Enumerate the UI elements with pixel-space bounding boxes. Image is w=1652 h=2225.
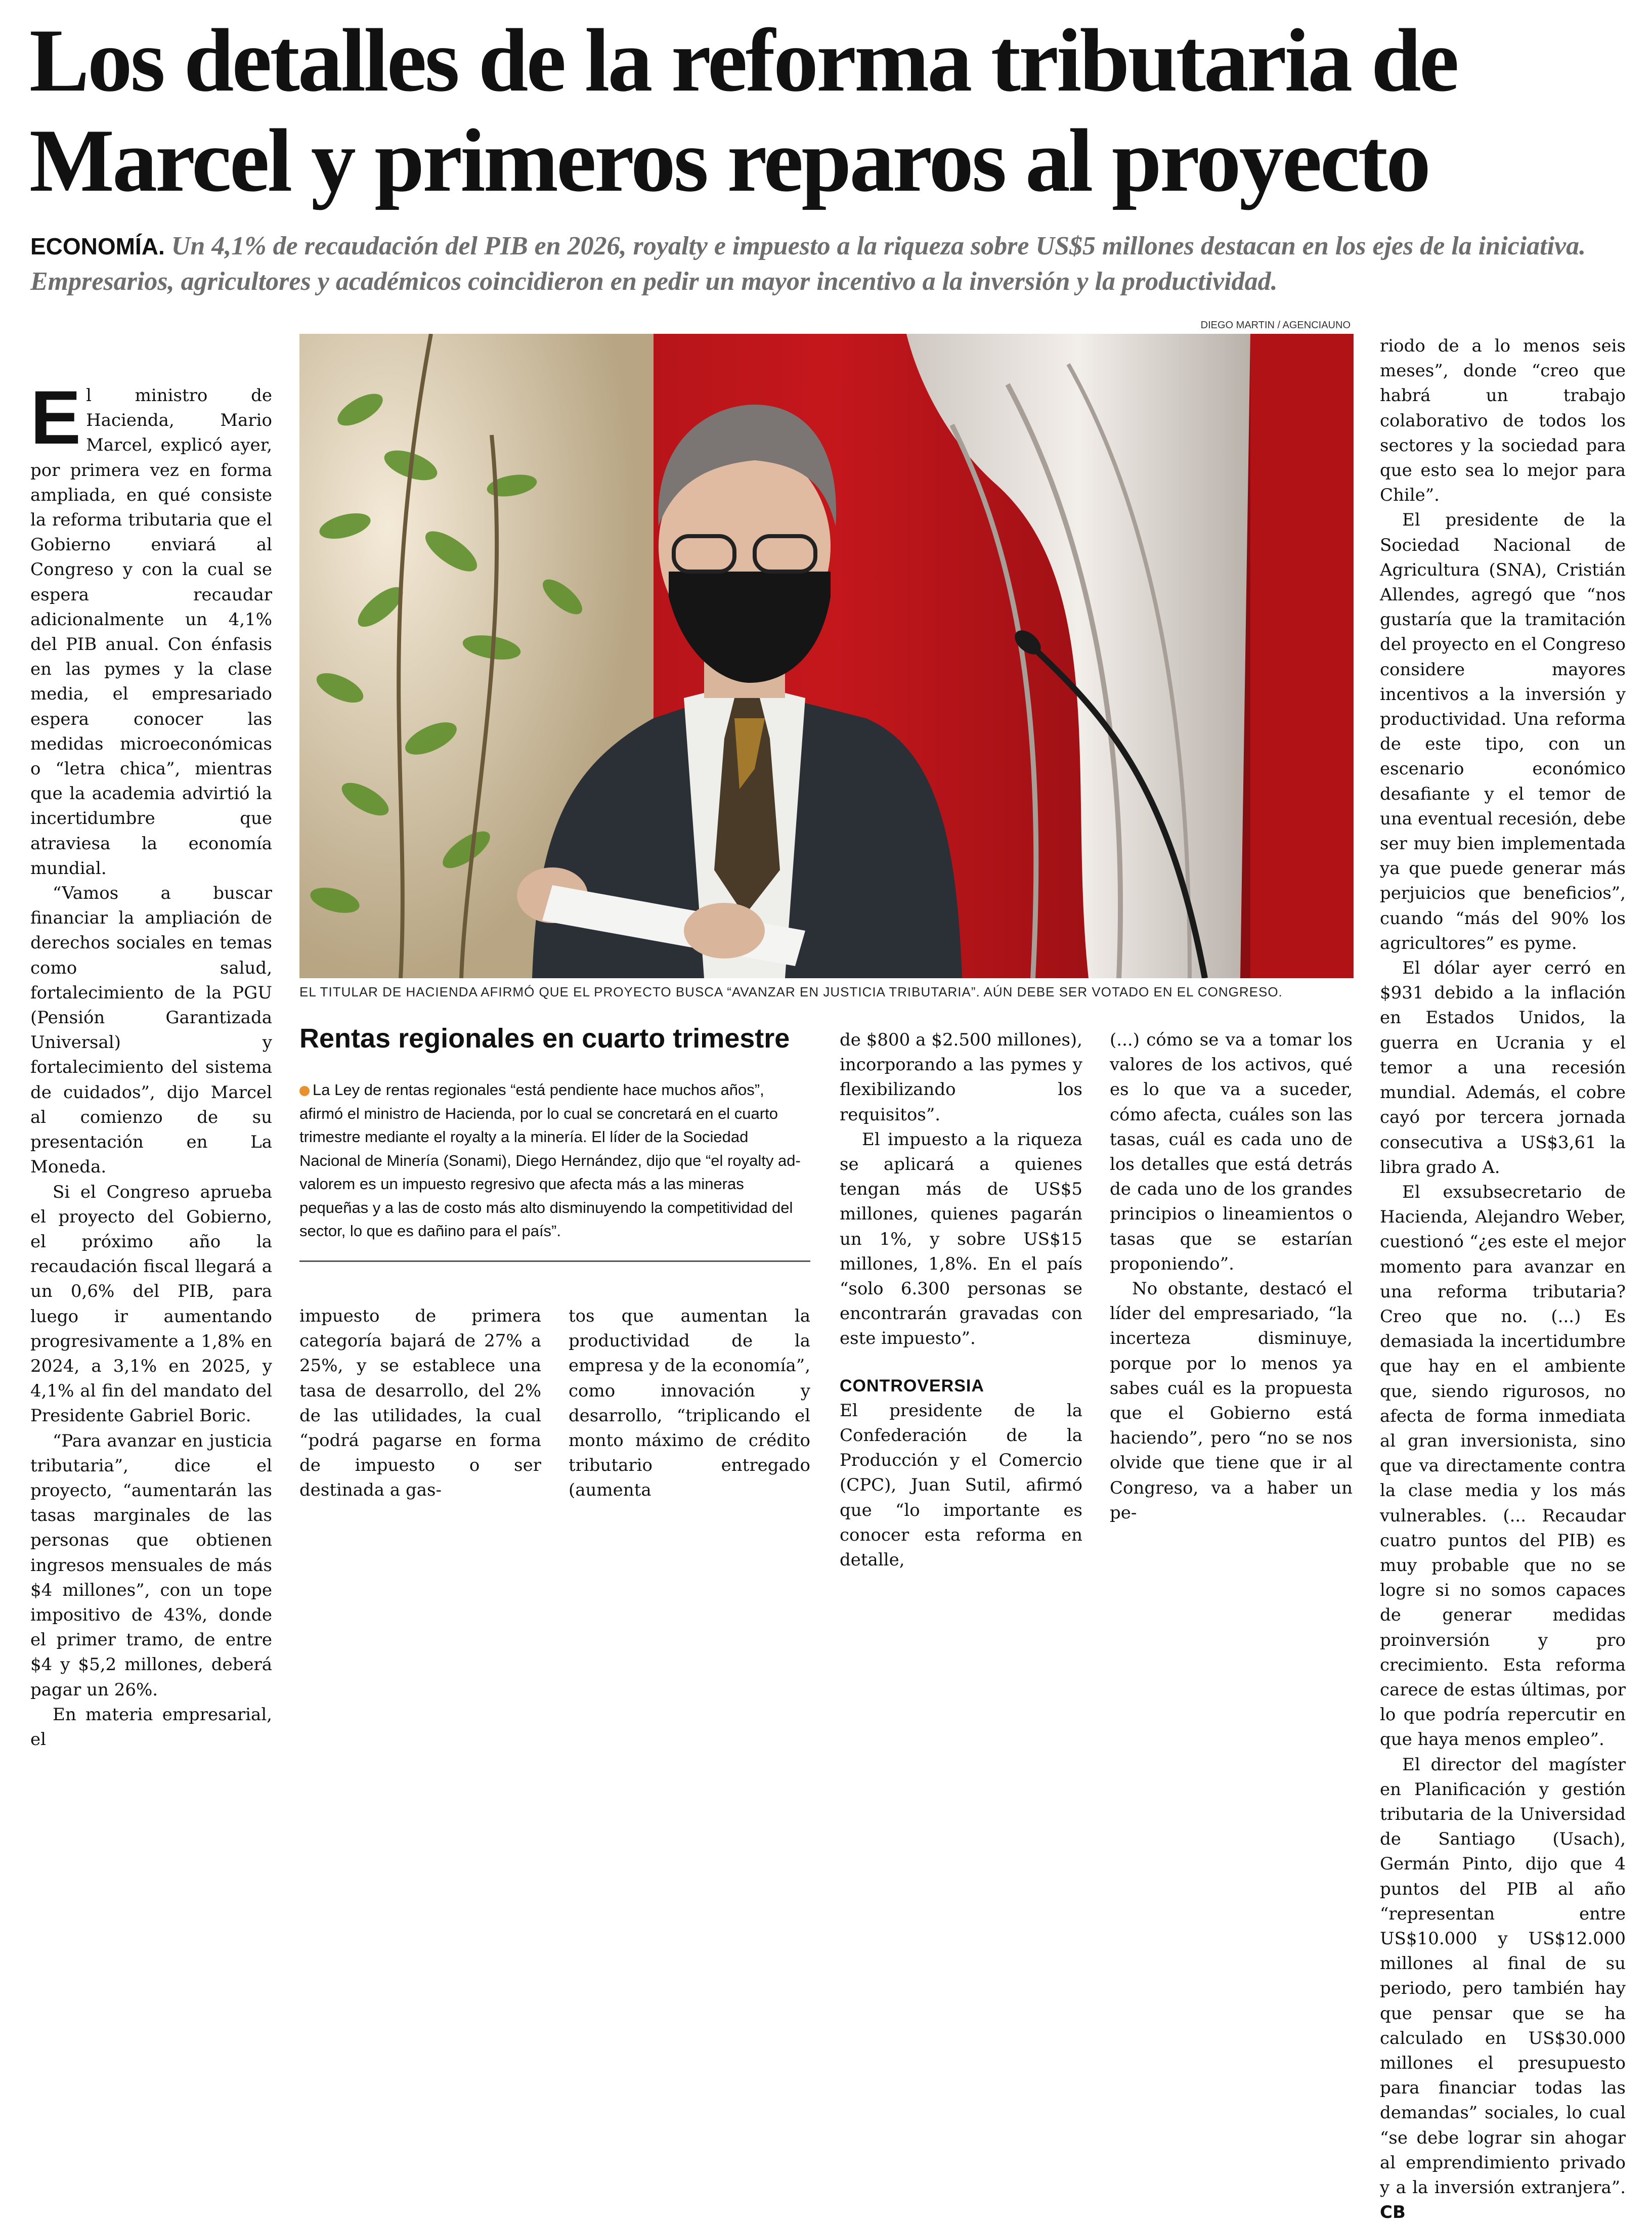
sidebar-box (299, 1078, 810, 1243)
article-column-4 (840, 1028, 1082, 1573)
article-column-6 (1380, 334, 1626, 2225)
paragraph: El presidente de la Confederación de la Producción y el Comercio (CPC), Juan Sutil, afirmó que “lo importante es conocer esta reforma en detalle, (840, 1400, 1082, 1570)
article-photo (299, 334, 1354, 978)
article-column-3 (569, 1304, 810, 1503)
paragraph: El director del magíster en Planificación y gestión tributaria de la Universidad de Santiago (Usach), Germán Pinto, dijo que 4 puntos del PIB al año “representan entre US$10.000 y US$12.000 millones al final de su periodo, pero también hay que pensar que se ha calculado en US$30.000 millones el presupuesto para financiar todas las demandas” sociales, lo cual “se debe lograr sin ahogar al emprendimiento privado y a la inversión extranjera”. CB (1380, 1754, 1626, 2223)
paragraph: “Vamos a buscar financiar la ampliación de derechos sociales en temas como salud, fortalecimiento de la PGU (Pensión Garantizada Universal) y fortalecimiento del sistema de cuidados”, dijo Marcel al comienzo de su presentación en La Moneda. (30, 883, 272, 1177)
paragraph: No obstante, destacó el líder del empresariado, “la incerteza disminuye, porque por lo menos ya sabes cuál es la propuesta que el Gobierno está haciendo”, pero “no se nos olvide que tiene que ir al Congreso, va a haber un pe- (1110, 1279, 1353, 1523)
paragraph: riodo de a lo menos seis meses”, donde “creo que habrá un trabajo colaborativo de todos los sectores y la sociedad para que esto sea lo mejor para Chile”. (1380, 336, 1626, 506)
paragraph: El ministro de Hacienda, Mario Marcel, explicó ayer, por primera vez en forma ampliada, en qué consiste la reforma tributaria que el Gobierno enviará al Congreso y con la cual se espera recaudar adicionalmente un 4,1% del PIB anual. Con énfasis en las pymes y la clase media, el empresariado espera conocer las medidas microeconómicas o “letra chica”, mientras que la academia advirtió la incertidumbre que atraviesa la economía mundial. (30, 375, 272, 879)
deck (30, 229, 1629, 299)
paragraph: “Para avanzar en justicia tributaria”, dice el proyecto, “aumentarán las tasas marginales de las personas que obtienen ingresos mensuales de más $4 millones”, con un tope impositivo de 43%, donde el primer tramo, de entre $4 y $5,2 millones, deberá pagar un 26%. (30, 1430, 272, 1700)
sidebar-divider (299, 1260, 810, 1262)
bullet-icon (299, 1086, 310, 1096)
deck-text: Un 4,1% de recaudación del PIB en 2026, royalty e impuesto a la riqueza sobre US$5 millones destacan en los ejes de la iniciativa. Empresarios, agricultores y académicos coincidieron en pedir un mayor incentivo a la inversión y la productividad. (30, 232, 1586, 296)
paragraph: Si el Congreso aprueba el proyecto del Gobierno, el próximo año la recaudación fiscal llegará a un 0,6% del PIB, para luego ir aumentando progresivamente a 1,8% en 2024, a 3,1% en 2025, y 4,1% al fin del mandato del Presidente Gabriel Boric. (30, 1182, 272, 1426)
paragraph: de $800 a $2.500 millones), incorporando a las pymes y flexibilizando los requisitos”. (840, 1030, 1082, 1125)
article-column-1 (30, 375, 272, 1752)
article-column-2 (299, 1304, 541, 1503)
section-label: ECONOMÍA. (30, 233, 165, 259)
end-mark: CB (1380, 2202, 1406, 2223)
photo-illustration (299, 334, 1354, 978)
article-column-5 (1110, 1028, 1353, 1525)
paragraph: El presidente de la Sociedad Nacional de Agricultura (SNA), Cristián Allendes, agregó que “nos gustaría que la tramitación del proyecto en el Congreso considere mayores incentivos a la inversión y productividad. Una reforma de este tipo, con un escenario económico desafiante y el temor de una eventual recesión, debe ser muy bien implementada ya que puede generar más perjuicios que beneficios”, cuando “más del 90% los agricultores” es pyme. (1380, 510, 1626, 953)
paragraph: En materia empresarial, el (30, 1704, 272, 1750)
paragraph: (...) cómo se va a tomar los valores de los activos, qué es lo que va a suceder, cómo afecta, cuáles son las tasas, cuál es cada uno de los detalles que está detrás de cada uno de los grandes principios o lineamientos o tasas que se estarían proponiendo”. (1110, 1030, 1353, 1274)
photo-credit: DIEGO MARTIN / AGENCIAUNO (1200, 320, 1351, 331)
paragraph: El impuesto a la riqueza se aplicará a quienes tengan más de US$5 millones, quienes pagarán un 1%, y sobre US$15 millones, 1,8%. En el país “solo 6.300 personas se encontrarán gravadas con este impuesto”. (840, 1129, 1082, 1349)
sidebar-title: Rentas regionales en cuarto trimestre (299, 1023, 790, 1054)
paragraph: El dólar ayer cerró en $931 debido a la inflación en Estados Unidos, la guerra en Ucrania y el temor a una recesión mundial. Además, el cobre cayó por tercera jornada consecutiva a US$3,61 la libra grado A. (1380, 958, 1626, 1177)
photo-caption: EL TITULAR DE HACIENDA AFIRMÓ QUE EL PROYECTO BUSCA “AVANZAR EN JUSTICIA TRIBUTARIA”. AÚN DEBE SER VOTADO EN EL CONGRESO. (299, 984, 1283, 999)
paragraph: El exsubsecretario de Hacienda, Alejandro Weber, cuestionó “¿es este el mejor momento para avanzar en una reforma tributaria? Creo que no. (...) Es demasiada la incertidumbre que hay en el ambiente que, siendo rigurosos, no afecta de forma inmediata al gran inversionista, sino que va directamente contra la clase media y los más vulnerables. (... Recaudar cuatro puntos del PIB) es muy probable que no se logre si no somos capaces de generar medidas proinversión y pro crecimiento. Esta reforma carece de estas últimas, por lo que podría repercutir en que haya menos empleo”. (1380, 1182, 1626, 1750)
paragraph: impuesto de primera categoría bajará de 27% a 25%, y se establece una tasa de desarrollo, del 2% de las utilidades, la cual “podrá pagarse en forma de impuesto o ser destinada a gas- (299, 1306, 541, 1501)
drop-cap: E (30, 375, 81, 460)
sidebar-text: La Ley de rentas regionales “está pendiente hace muchos años”, afirmó el ministro de Hacienda, por lo cual se concretará en el cuarto trimestre mediante el royalty a la minería. El líder de la Sociedad Nacional de Minería (Sonami), Diego Hernández, dijo que “el royalty ad-valorem es un impuesto regresivo que afecta más a las mineras pequeñas y a las de costo más alto disminuyendo la competitividad del sector, lo que es dañino para el país”. (299, 1081, 801, 1240)
section-kicker: CONTROVERSIA (840, 1376, 984, 1395)
headline: Los detalles de la reforma tributaria de Marcel y primeros reparos al proyecto (29, 10, 1457, 210)
paragraph: tos que aumentan la productividad de la empresa y de la economía”, como innovación y desarrollo, “triplicando el monto máximo de crédito tributario entregado (aumenta (569, 1306, 810, 1501)
